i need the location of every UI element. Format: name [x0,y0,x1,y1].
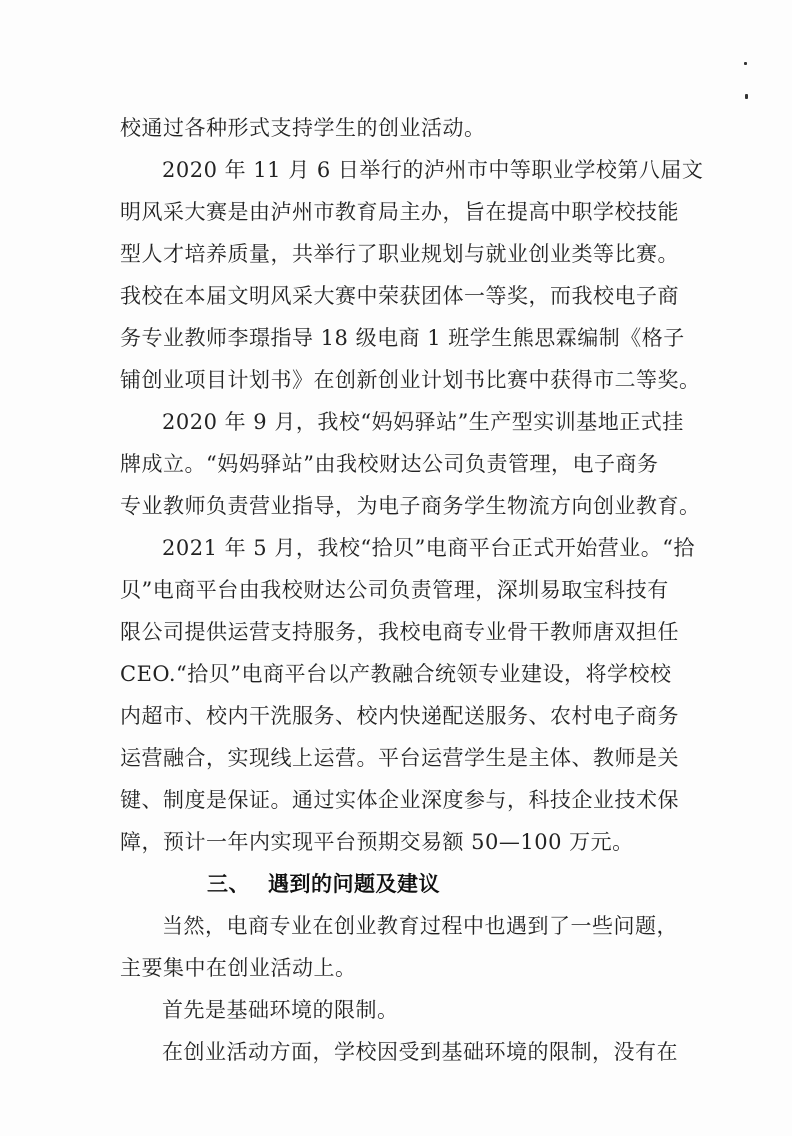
body-line: 牌成立。“妈妈驿站”由我校财达公司负责管理，电子商务 [120,452,659,476]
body-line: 当然，电商专业在创业教育过程中也遇到了一些问题， [162,914,678,938]
body-line: 务专业教师李璟指导 18 级电商 1 班学生熊思霖编制《格子 [120,326,685,350]
body-line: CEO.“拾贝”电商平台以产教融合统领专业建设，将学校校 [120,662,672,686]
body-line: 运营融合，实现线上运营。平台运营学生是主体、教师是关 [120,746,679,770]
body-line: 铺创业项目计划书》在创新创业计划书比赛中获得市二等奖。 [120,368,701,392]
body-line: 键、制度是保证。通过实体企业深度参与，科技企业技术保 [120,788,679,812]
section-heading [207,870,440,898]
scan-speck [745,94,748,99]
body-line: 内超市、校内干洗服务、校内快递配送服务、农村电子商务 [120,704,679,728]
body-line: 2020 年 9 月，我校“妈妈驿站”生产型实训基地正式挂 [162,410,684,434]
body-line: 在创业活动方面，学校因受到基础环境的限制，没有在 [162,1040,678,1064]
body-line: 2021 年 5 月，我校“拾贝”电商平台正式开始营业。“拾 [162,536,696,560]
section-title: 遇到的问题及建议 [268,872,440,896]
body-line: 专业教师负责营业指导，为电子商务学生物流方向创业教育。 [120,494,701,518]
scan-speck [744,62,747,65]
body-line: 首先是基础环境的限制。 [162,998,399,1022]
body-line: 贝”电商平台由我校财达公司负责管理，深圳易取宝科技有 [120,578,669,602]
section-number: 三、 [207,872,250,896]
body-line: 限公司提供运营支持服务，我校电商专业骨干教师唐双担任 [120,620,679,644]
body-line: 我校在本届文明风采大赛中荣获团体一等奖，而我校电子商 [120,284,679,308]
body-line: 校通过各种形式支持学生的创业活动。 [120,116,486,140]
body-line: 型人才培养质量，共举行了职业规划与就业创业类等比赛。 [120,242,679,266]
body-line: 明风采大赛是由泸州市教育局主办，旨在提高中职学校技能 [120,200,679,224]
body-line: 主要集中在创业活动上。 [120,956,357,980]
body-line: 障，预计一年内实现平台预期交易额 50—100 万元。 [120,830,634,854]
body-line: 2020 年 11 月 6 日举行的泸州市中等职业学校第八届文 [162,158,704,182]
